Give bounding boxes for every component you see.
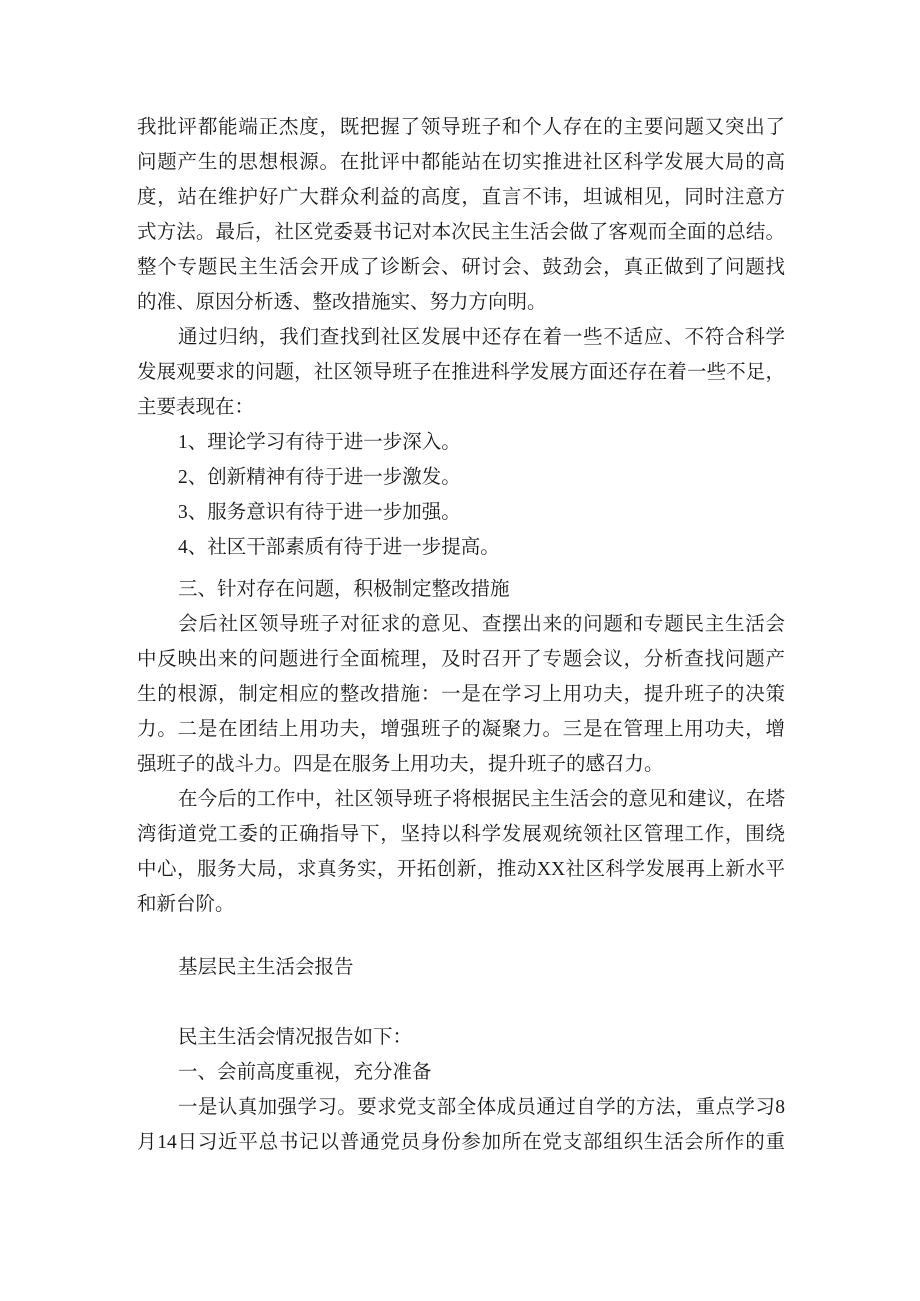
list-item: 2、创新精神有待于进一步激发。 <box>178 467 461 488</box>
document-title: 基层民主生活会报告 <box>178 957 354 978</box>
summary-paragraph <box>137 320 785 425</box>
intro-paragraph <box>137 110 785 320</box>
text-line: 的准、原因分析透、整改措施实、努力方向明。 <box>137 292 547 313</box>
text-line: 和新台阶。 <box>137 894 235 915</box>
section-heading: 一、会前高度重视，充分准备 <box>178 1062 432 1083</box>
text-line: 整个专题民主生活会开成了诊断会、研讨会、鼓劲会，真正做到了问题找 <box>137 257 785 278</box>
text-line: 我批评都能端正杰度，既把握了领导班子和个人存在的主要问题又突出了 <box>137 117 785 138</box>
text-line: 主要表现在： <box>137 397 255 418</box>
study-paragraph <box>137 1090 785 1160</box>
text-line: 式方法。最后，社区党委聂书记对本次民主生活会做了客观而全面的总结。 <box>137 222 785 243</box>
text-line: 月14日习近平总书记以普通党员身份参加所在党支部组织生活会所作的重 <box>137 1132 785 1153</box>
outlook-paragraph <box>137 782 785 922</box>
text-line: 在今后的工作中，社区领导班子将根据民主生活会的意见和建议，在塔 <box>178 789 785 810</box>
text-line: 通过归纳，我们查找到社区发展中还存在着一些不适应、不符合科学 <box>178 327 785 348</box>
text-line: 中心，服务大局，求真务实，开拓创新，推动XX社区科学发展再上新水平 <box>137 859 785 880</box>
text-line: 问题产生的思想根源。在批评中都能站在切实推进社区科学发展大局的高 <box>137 152 785 173</box>
text-line: 力。二是在团结上用功夫，增强班子的凝聚力。三是在管理上用功夫，增 <box>137 719 785 740</box>
rectification-paragraph <box>137 607 785 782</box>
text-line: 发展观要求的问题，社区领导班子在推进科学发展方面还存在着一些不足， <box>137 362 785 383</box>
text-line: 中反映出来的问题进行全面梳理，及时召开了专题会议，分析查找问题产 <box>137 649 785 670</box>
text-line: 度，站在维护好广大群众利益的高度，直言不讳，坦诚相见，同时注意方 <box>137 187 785 208</box>
document-page <box>137 110 785 1160</box>
text-line: 湾街道党工委的正确指导下，坚持以科学发展观统领社区管理工作，围绕 <box>137 824 785 845</box>
list-item: 3、服务意识有待于进一步加强。 <box>178 502 461 523</box>
text-line: 强班子的战斗力。四是在服务上用功夫，提升班子的感召力。 <box>137 754 664 775</box>
list-item: 1、理论学习有待于进一步深入。 <box>178 432 461 453</box>
report-intro <box>137 1020 785 1055</box>
section-heading: 三、针对存在问题，积极制定整改措施 <box>178 579 510 600</box>
text-line: 一是认真加强学习。要求党支部全体成员通过自学的方法，重点学习8 <box>178 1097 785 1118</box>
text-line: 会后社区领导班子对征求的意见、查摆出来的问题和专题民主生活会 <box>178 614 785 635</box>
text-line: 生的根源，制定相应的整改措施：一是在学习上用功夫，提升班子的决策 <box>137 684 785 705</box>
text-line: 民主生活会情况报告如下： <box>178 1027 413 1048</box>
list-item: 4、社区干部素质有待于进一步提高。 <box>178 537 500 558</box>
section-3-heading <box>137 572 785 607</box>
issues-list <box>137 425 785 565</box>
section-1-heading <box>137 1055 785 1090</box>
report-title <box>137 950 785 985</box>
